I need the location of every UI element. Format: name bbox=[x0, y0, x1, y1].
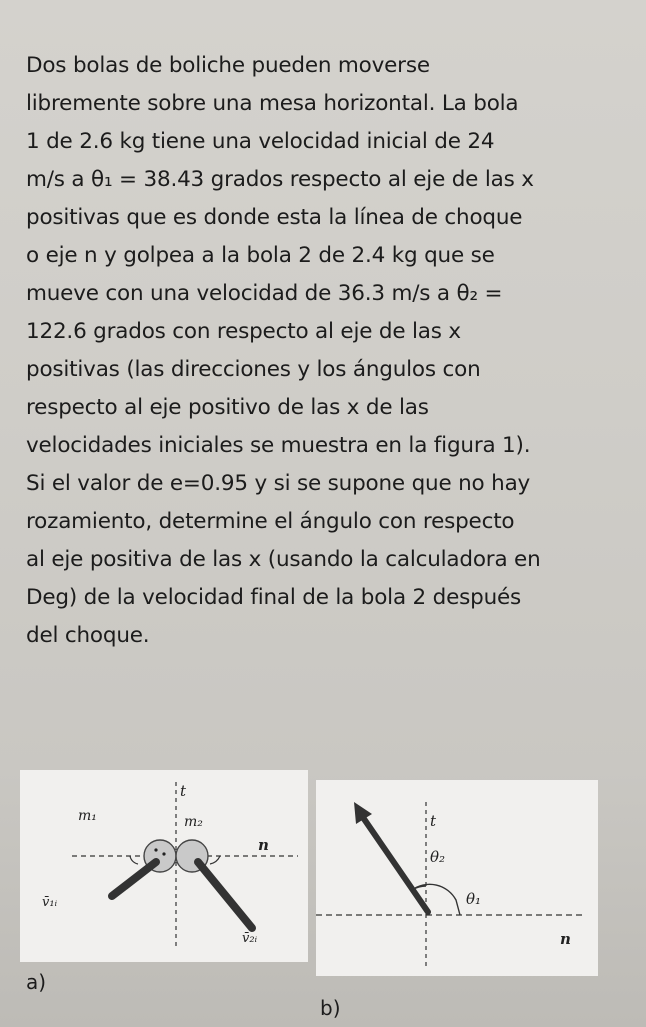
problem-line: o eje n y golpea a la bola 2 de 2.4 kg que se bbox=[26, 243, 495, 268]
t-axis-label: t bbox=[430, 812, 437, 830]
figure-b-svg bbox=[316, 780, 598, 976]
problem-line: velocidades iniciales se muestra en la figura 1). bbox=[26, 433, 531, 458]
v1-label: v̄₁ᵢ bbox=[42, 895, 58, 910]
problem-line: Dos bolas de boliche pueden moverse bbox=[26, 53, 430, 78]
angle-arc-1 bbox=[130, 856, 138, 864]
problem-line: del choque. bbox=[26, 623, 150, 648]
problem-line: m/s a θ₁ = 38.43 grados respecto al eje de las x bbox=[26, 167, 534, 192]
problem-line: mueve con una velocidad de 36.3 m/s a θ₂ = bbox=[26, 281, 503, 306]
mass-1-label: m₁ bbox=[78, 808, 97, 824]
figure-a-collision-diagram bbox=[20, 770, 308, 962]
figure-b-label: b) bbox=[320, 996, 341, 1020]
problem-line: al eje positiva de las x (usando la calculadora en bbox=[26, 547, 541, 572]
mass-2-label: m₂ bbox=[184, 814, 203, 830]
figure-b-angle-diagram bbox=[316, 780, 598, 976]
v1-arrow bbox=[112, 862, 156, 896]
t-axis-label: t bbox=[180, 782, 187, 800]
problem-line: libremente sobre una mesa horizontal. La bola bbox=[26, 91, 519, 116]
problem-line: 122.6 grados con respecto al eje de las x bbox=[26, 319, 461, 344]
v2-label: v̄₂ᵢ bbox=[242, 931, 258, 946]
n-axis-label: n bbox=[258, 836, 269, 854]
velocity-vector bbox=[362, 816, 428, 912]
problem-line: Si el valor de e=0.95 y si se supone que no hay bbox=[26, 471, 531, 496]
angle-arc-2 bbox=[210, 856, 220, 864]
problem-line: Deg) de la velocidad final de la bola 2 después bbox=[26, 585, 522, 610]
problem-line: 1 de 2.6 kg tiene una velocidad inicial de 24 bbox=[26, 129, 495, 154]
figure-a-label: a) bbox=[26, 970, 47, 994]
theta1-label: θ₁ bbox=[466, 890, 482, 908]
problem-line: positivas que es donde esta la línea de choque bbox=[26, 205, 523, 230]
problem-line: rozamiento, determine el ángulo con respecto bbox=[26, 509, 515, 534]
problem-line: respecto al eje positivo de las x de las bbox=[26, 395, 429, 420]
figure-a-svg bbox=[20, 770, 308, 962]
v2-arrow bbox=[198, 862, 252, 928]
theta2-label: θ₂ bbox=[430, 848, 446, 866]
problem-statement bbox=[26, 47, 626, 655]
problem-line: positivas (las direcciones y los ángulos con bbox=[26, 357, 481, 382]
n-axis-label: n bbox=[560, 930, 571, 948]
